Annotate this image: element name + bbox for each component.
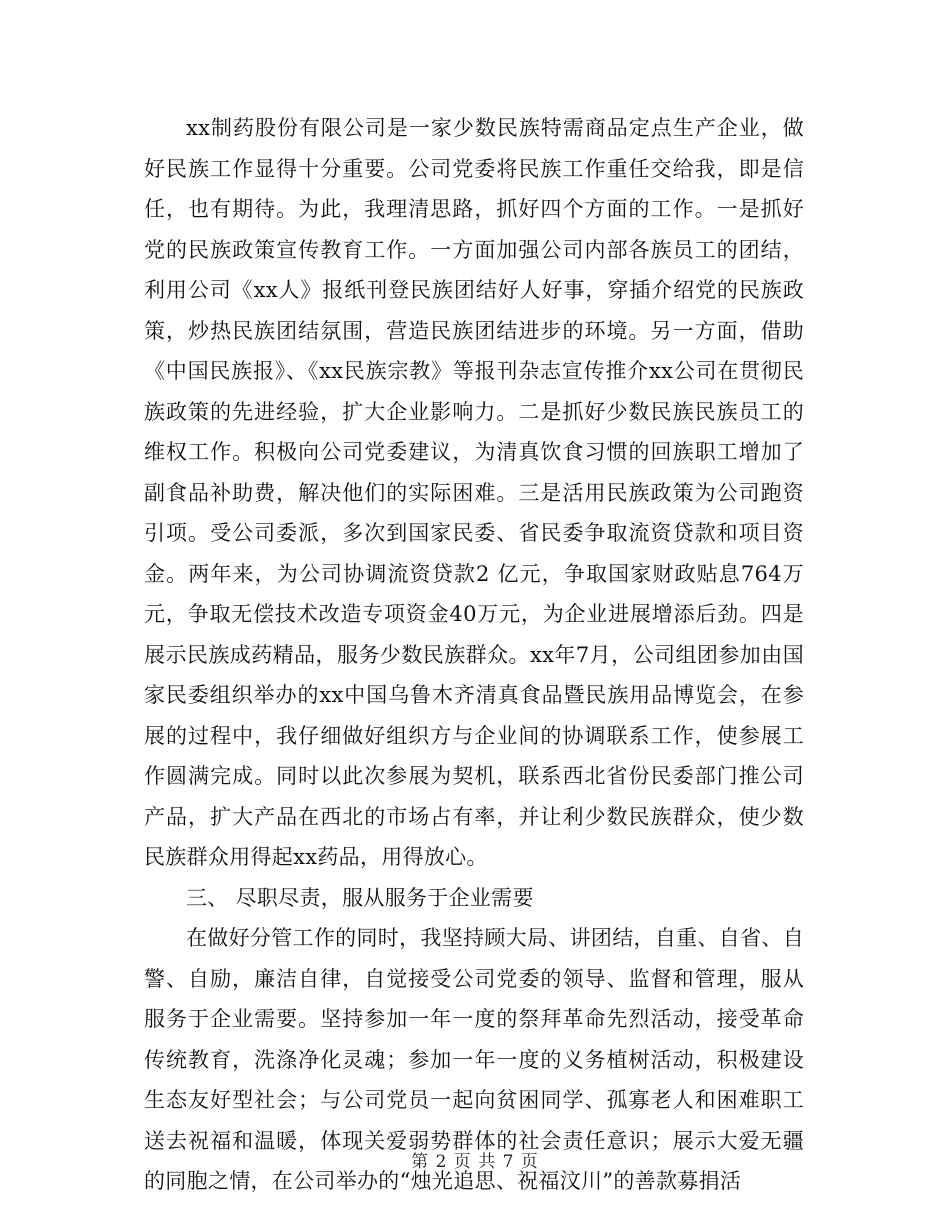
body-paragraph-2: 在做好分管工作的同时，我坚持顾大局、讲团结，自重、自省、自警、自励，廉洁自律，自觉接受公司党委的领导、监督和管理，服从服务于企业需要。坚持参加一年一度的祭拜革命先烈活动，接受革命传统教育，洗涤净化灵魂；参加一年一度的义务植树活动，积极建设生态友好型社会；与公司党员一起向贫困同学、孤寡老人和困难职工送去祝福和温暖，体现关爱弱势群体的社会责任意识；展示大爱无疆的同胞之情，在公司举办的“烛光追思、祝福汶川”的善款募捐活 (144, 926, 804, 1193)
section-heading-3: 三、 尽职尽责，服从服务于企业需要 (186, 885, 534, 910)
body-paragraph-1: xx制药股份有限公司是一家少数民族特需商品定点生产企业，做好民族工作显得十分重要。公司党委将民族工作重任交给我，即是信任，也有期待。为此，我理清思路，抓好四个方面的工作。一是抓好党的民族政策宣传教育工作。一方面加强公司内部各族员工的团结，利用公司《xx人》报纸刊登民族团结好人好事，穿插介绍党的民族政策，炒热民族团结氛围，营造民族团结进步的环境。另一方面，借助《中国民族报》、《xx民族宗教》等报刊杂志宣传推介xx公司在贯彻民族政策的先进经验，扩大企业影响力。二是抓好少数民族民族员工的维权工作。积极向公司党委建议，为清真饮食习惯的回族职工增加了副食品补助费，解决他们的实际困难。三是活用民族政策为公司跑资引项。受公司委派，多次到国家民委、省民委争取流资贷款和项目资金。两年来，为公司协调流资贷款2 亿元，争取国家财政贴息764万元，争取无偿技术改造专项资金40万元，为企业进展增添后劲。四是展示民族成药精品，服务少数民族群众。xx年7月，公司组团参加由国家民委组织举办的xx中国乌鲁木齐清真食品暨民族用品博览会，在参展的过程中，我仔细做好组织方与企业间的协调联系工作，使参展工作圆满完成。同时以此次参展为契机，联系西北省份民委部门推公司产品，扩大产品在西北的市场占有率，并让利少数民族群众，使少数民族群众用得起xx药品，用得放心。 (144, 116, 804, 869)
page-footer: 第 2 页 共 7 页 (411, 1152, 539, 1172)
document-body (144, 108, 804, 1202)
